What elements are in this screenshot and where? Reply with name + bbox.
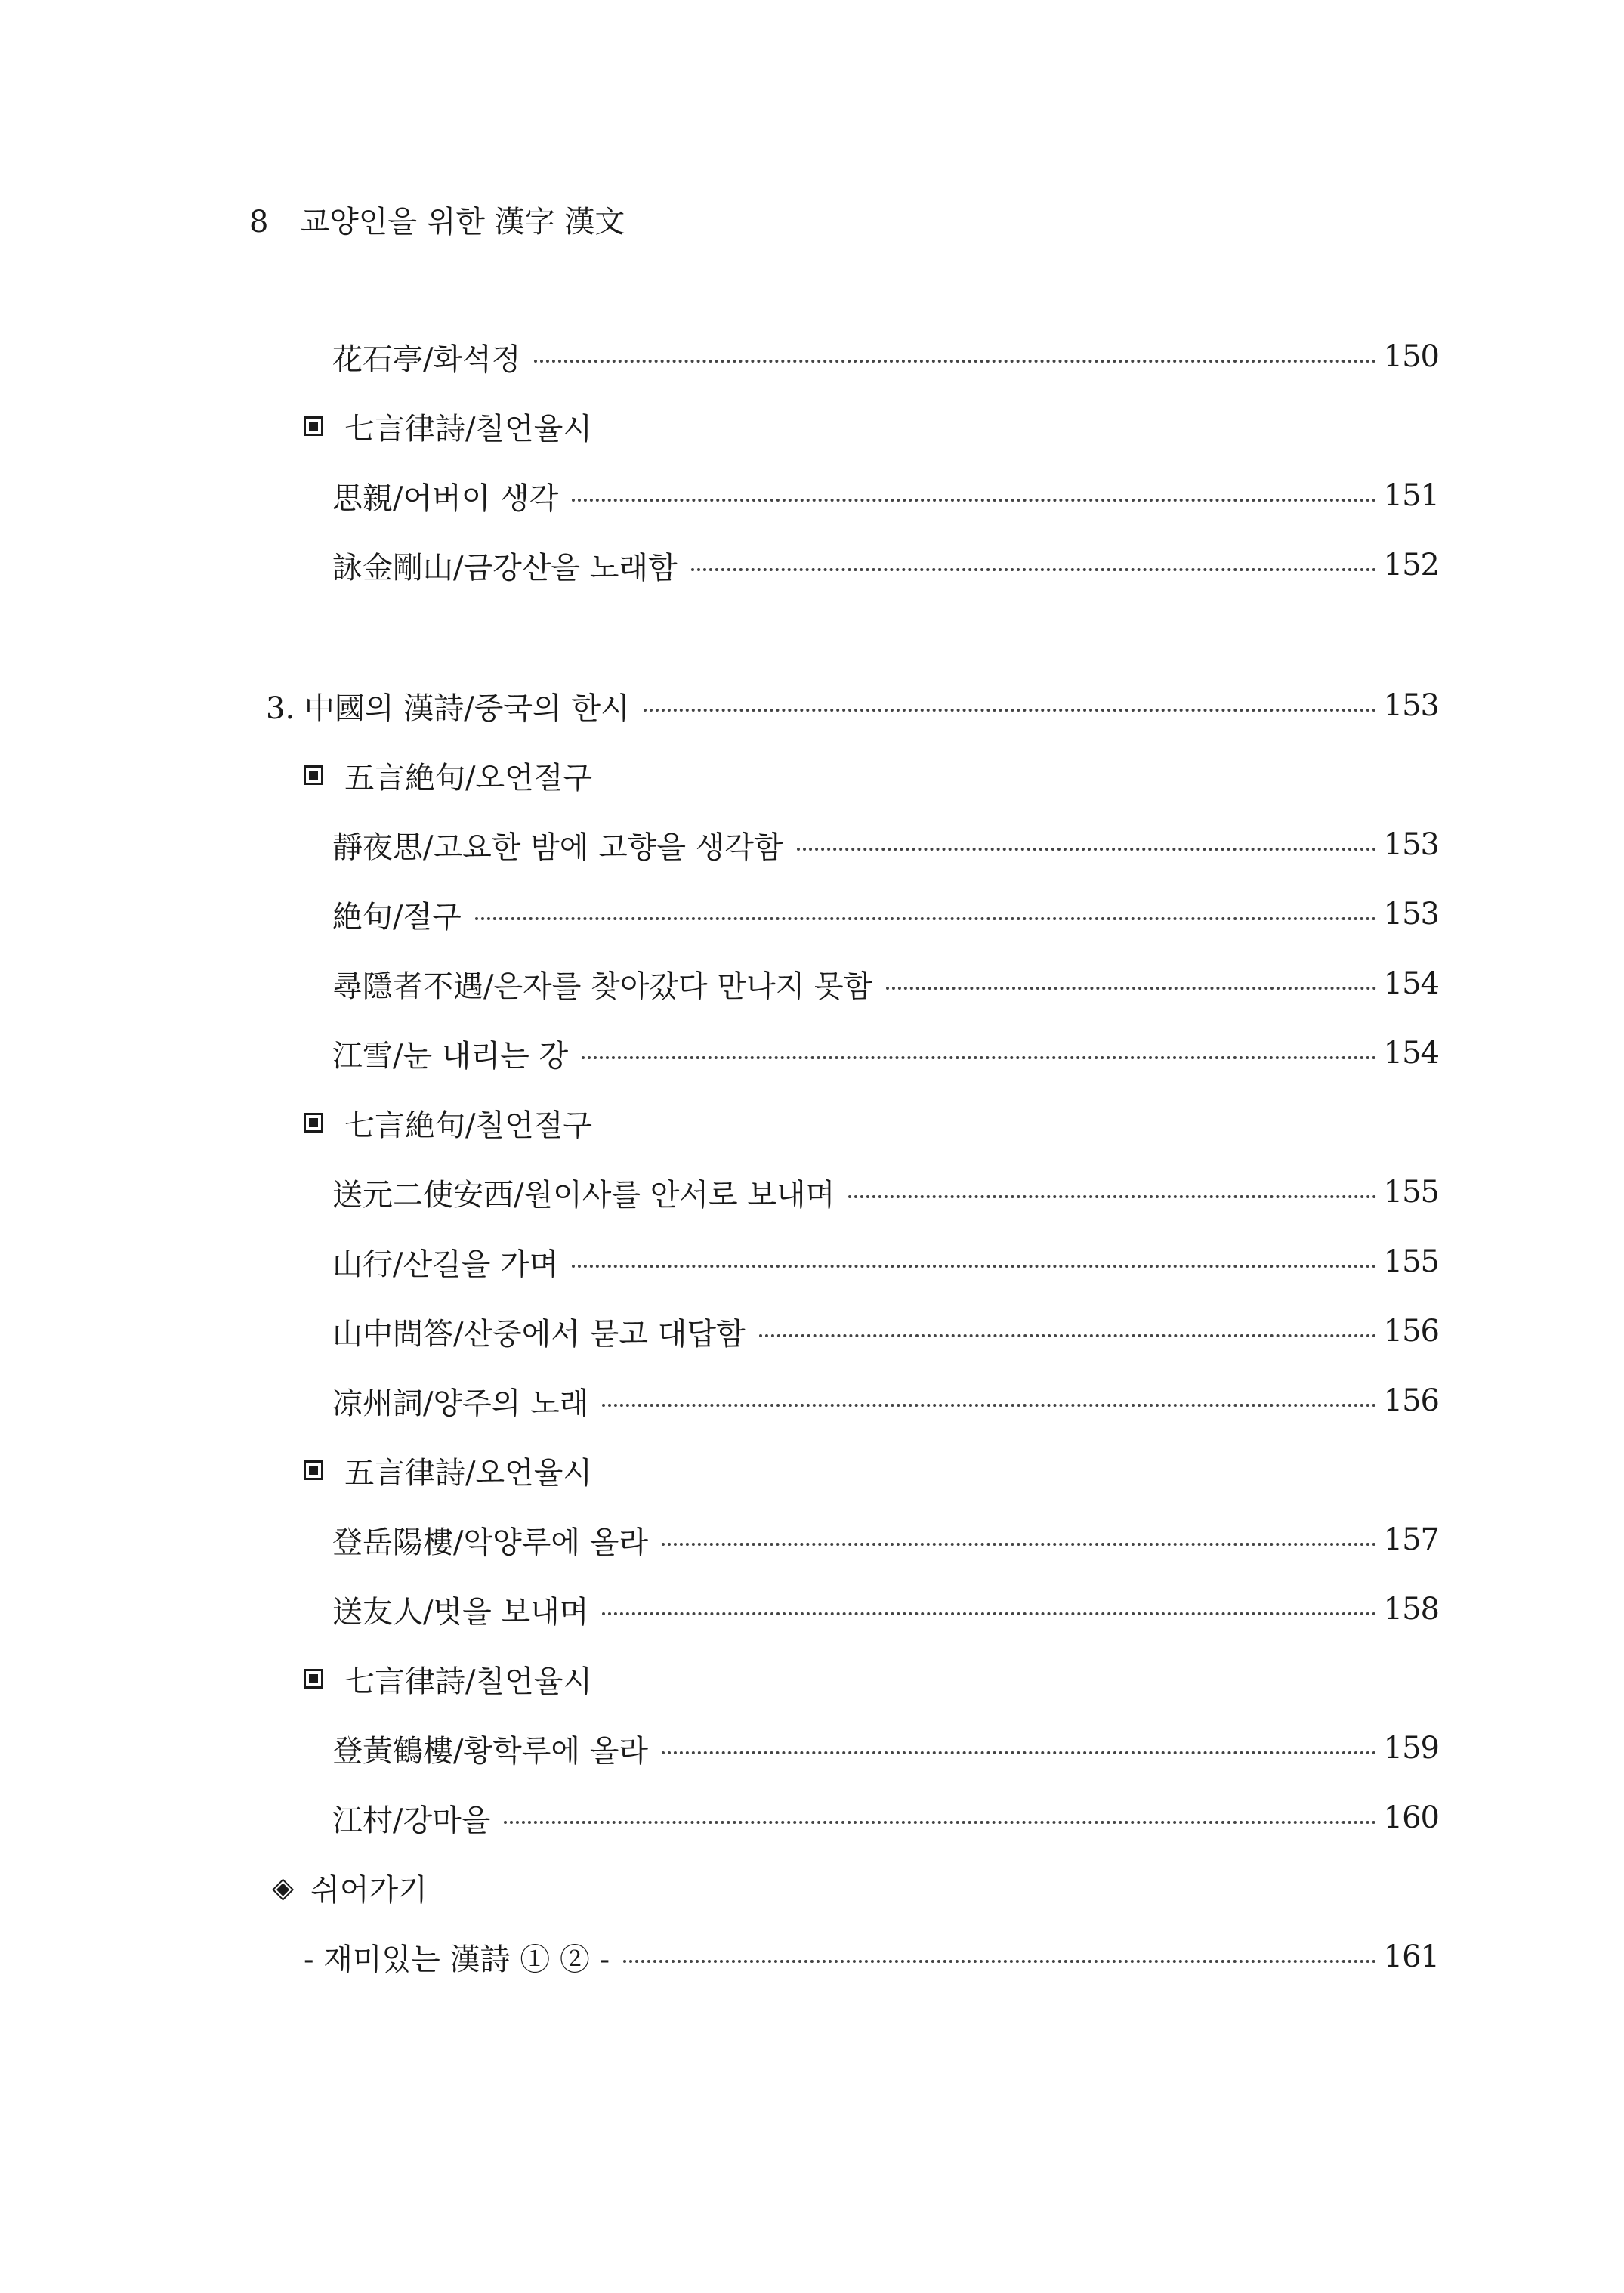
diamond-bullet-icon: ◈: [272, 1871, 295, 1904]
toc-entry-title: 山行/산길을 가며: [332, 1247, 559, 1282]
page-number: 8: [249, 205, 269, 239]
toc-entry[interactable]: [332, 1378, 1439, 1423]
toc-entry[interactable]: [332, 961, 1439, 1006]
square-bullet-icon: [304, 1460, 323, 1480]
toc-entry-title: 送元二使安西/원이사를 안서로 보내며: [332, 1177, 835, 1213]
dot-leader: [797, 848, 1376, 851]
toc-subsection-title: 七言律詩/칠언율시: [344, 1664, 593, 1699]
toc-entry-page: 152: [1383, 548, 1439, 583]
toc-entry-page: 153: [1383, 688, 1439, 723]
toc-entry-title: 思親/어버이 생각: [332, 481, 559, 516]
toc-entry-page: 150: [1383, 339, 1439, 374]
toc-subsection-heading: [304, 1448, 592, 1493]
toc-break-heading: [272, 1865, 428, 1910]
dot-leader: [602, 1404, 1375, 1407]
toc-subsection-title: 五言律詩/오언율시: [344, 1455, 593, 1491]
toc-subsection-heading: [304, 1100, 592, 1145]
toc-entry[interactable]: [332, 473, 1439, 518]
toc-entry-page: 161: [1383, 1939, 1439, 1974]
toc-entry-title: 登黃鶴樓/황학루에 올라: [332, 1733, 649, 1769]
square-bullet-icon: [304, 416, 323, 436]
toc-entry[interactable]: [332, 1170, 1439, 1215]
dot-leader: [848, 1195, 1375, 1198]
toc-entry-page: 159: [1383, 1731, 1439, 1766]
toc-entry-title: 江村/강마을: [332, 1803, 491, 1838]
square-bullet-icon: [304, 765, 323, 785]
toc-entry-page: 160: [1383, 1800, 1439, 1835]
toc-entry-page: 153: [1383, 897, 1439, 932]
toc-subsection-heading: [304, 752, 592, 798]
toc-entry-title: 送友人/벗을 보내며: [332, 1594, 589, 1630]
toc-entry[interactable]: [332, 1587, 1439, 1632]
toc-chapter-title: 3. 中國의 漢詩/중국의 한시: [266, 691, 630, 726]
dot-leader: [623, 1960, 1375, 1963]
dot-leader: [644, 709, 1376, 712]
toc-entry-title: 尋隱者不遇/은자를 찾아갔다 만나지 못함: [332, 969, 873, 1004]
toc-subsection-title: 五言絶句/오언절구: [344, 760, 593, 796]
toc-chapter-entry[interactable]: [266, 683, 1439, 728]
toc-entry-title: 靜夜思/고요한 밤에 고향을 생각함: [332, 830, 783, 865]
dot-leader: [691, 568, 1376, 571]
toc-entry-page: 155: [1383, 1175, 1439, 1210]
toc-entry-page: 151: [1383, 478, 1439, 513]
toc-entry-title: 江雪/눈 내리는 강: [332, 1038, 569, 1074]
toc-entry-page: 158: [1383, 1592, 1439, 1627]
dot-leader: [475, 917, 1376, 920]
toc-entry-page: 156: [1383, 1314, 1439, 1349]
toc-entry-title: 詠金剛山/금강산을 노래함: [332, 550, 678, 586]
toc-entry-page: 157: [1383, 1522, 1439, 1557]
toc-subsection-title: 七言絶句/칠언절구: [344, 1108, 593, 1143]
toc-entry-title: 凉州詞/양주의 노래: [332, 1386, 589, 1421]
toc-entry-title: 花石亭/화석정: [332, 341, 521, 377]
toc-subsection-heading: [304, 403, 592, 449]
book-title: 교양인을 위한 漢字 漢文: [300, 205, 625, 239]
toc-entry[interactable]: [304, 1934, 1439, 1979]
square-bullet-icon: [304, 1113, 323, 1133]
toc-entry[interactable]: [332, 1517, 1439, 1562]
toc-entry-page: 154: [1383, 966, 1439, 1001]
dot-leader: [582, 1056, 1376, 1059]
toc-entry[interactable]: [332, 892, 1439, 937]
dot-leader: [662, 1543, 1376, 1546]
toc-entry[interactable]: [332, 822, 1439, 867]
dot-leader: [602, 1612, 1375, 1615]
toc-subsection-title: 七言律詩/칠언율시: [344, 411, 593, 447]
toc-entry-page: 155: [1383, 1244, 1439, 1279]
toc-entry[interactable]: [332, 334, 1439, 379]
toc-entry-page: 153: [1383, 827, 1439, 862]
toc-entry[interactable]: [332, 1726, 1439, 1771]
toc-entry-page: 156: [1383, 1383, 1439, 1418]
toc-entry[interactable]: [332, 1795, 1439, 1840]
toc-entry-title: 絶句/절구: [332, 899, 462, 935]
dot-leader: [504, 1821, 1375, 1824]
toc-entry-title: - 재미있는 漢詩 ① ② -: [304, 1942, 610, 1977]
dot-leader: [572, 1265, 1375, 1268]
toc-entry[interactable]: [332, 1239, 1439, 1284]
dot-leader: [534, 360, 1375, 363]
toc-break-title: 쉬어가기: [310, 1872, 428, 1908]
toc-entry-title: 山中問答/산중에서 묻고 대답함: [332, 1316, 746, 1352]
dot-leader: [759, 1334, 1376, 1337]
square-bullet-icon: [304, 1669, 323, 1689]
toc-entry-title: 登岳陽樓/악양루에 올라: [332, 1525, 649, 1560]
dot-leader: [572, 499, 1375, 502]
toc-entry[interactable]: [332, 1031, 1439, 1076]
toc-entry-page: 154: [1383, 1036, 1439, 1071]
dot-leader: [662, 1751, 1376, 1754]
toc-entry[interactable]: [332, 542, 1439, 588]
dot-leader: [886, 987, 1375, 990]
toc-entry[interactable]: [332, 1309, 1439, 1354]
toc-subsection-heading: [304, 1656, 592, 1701]
